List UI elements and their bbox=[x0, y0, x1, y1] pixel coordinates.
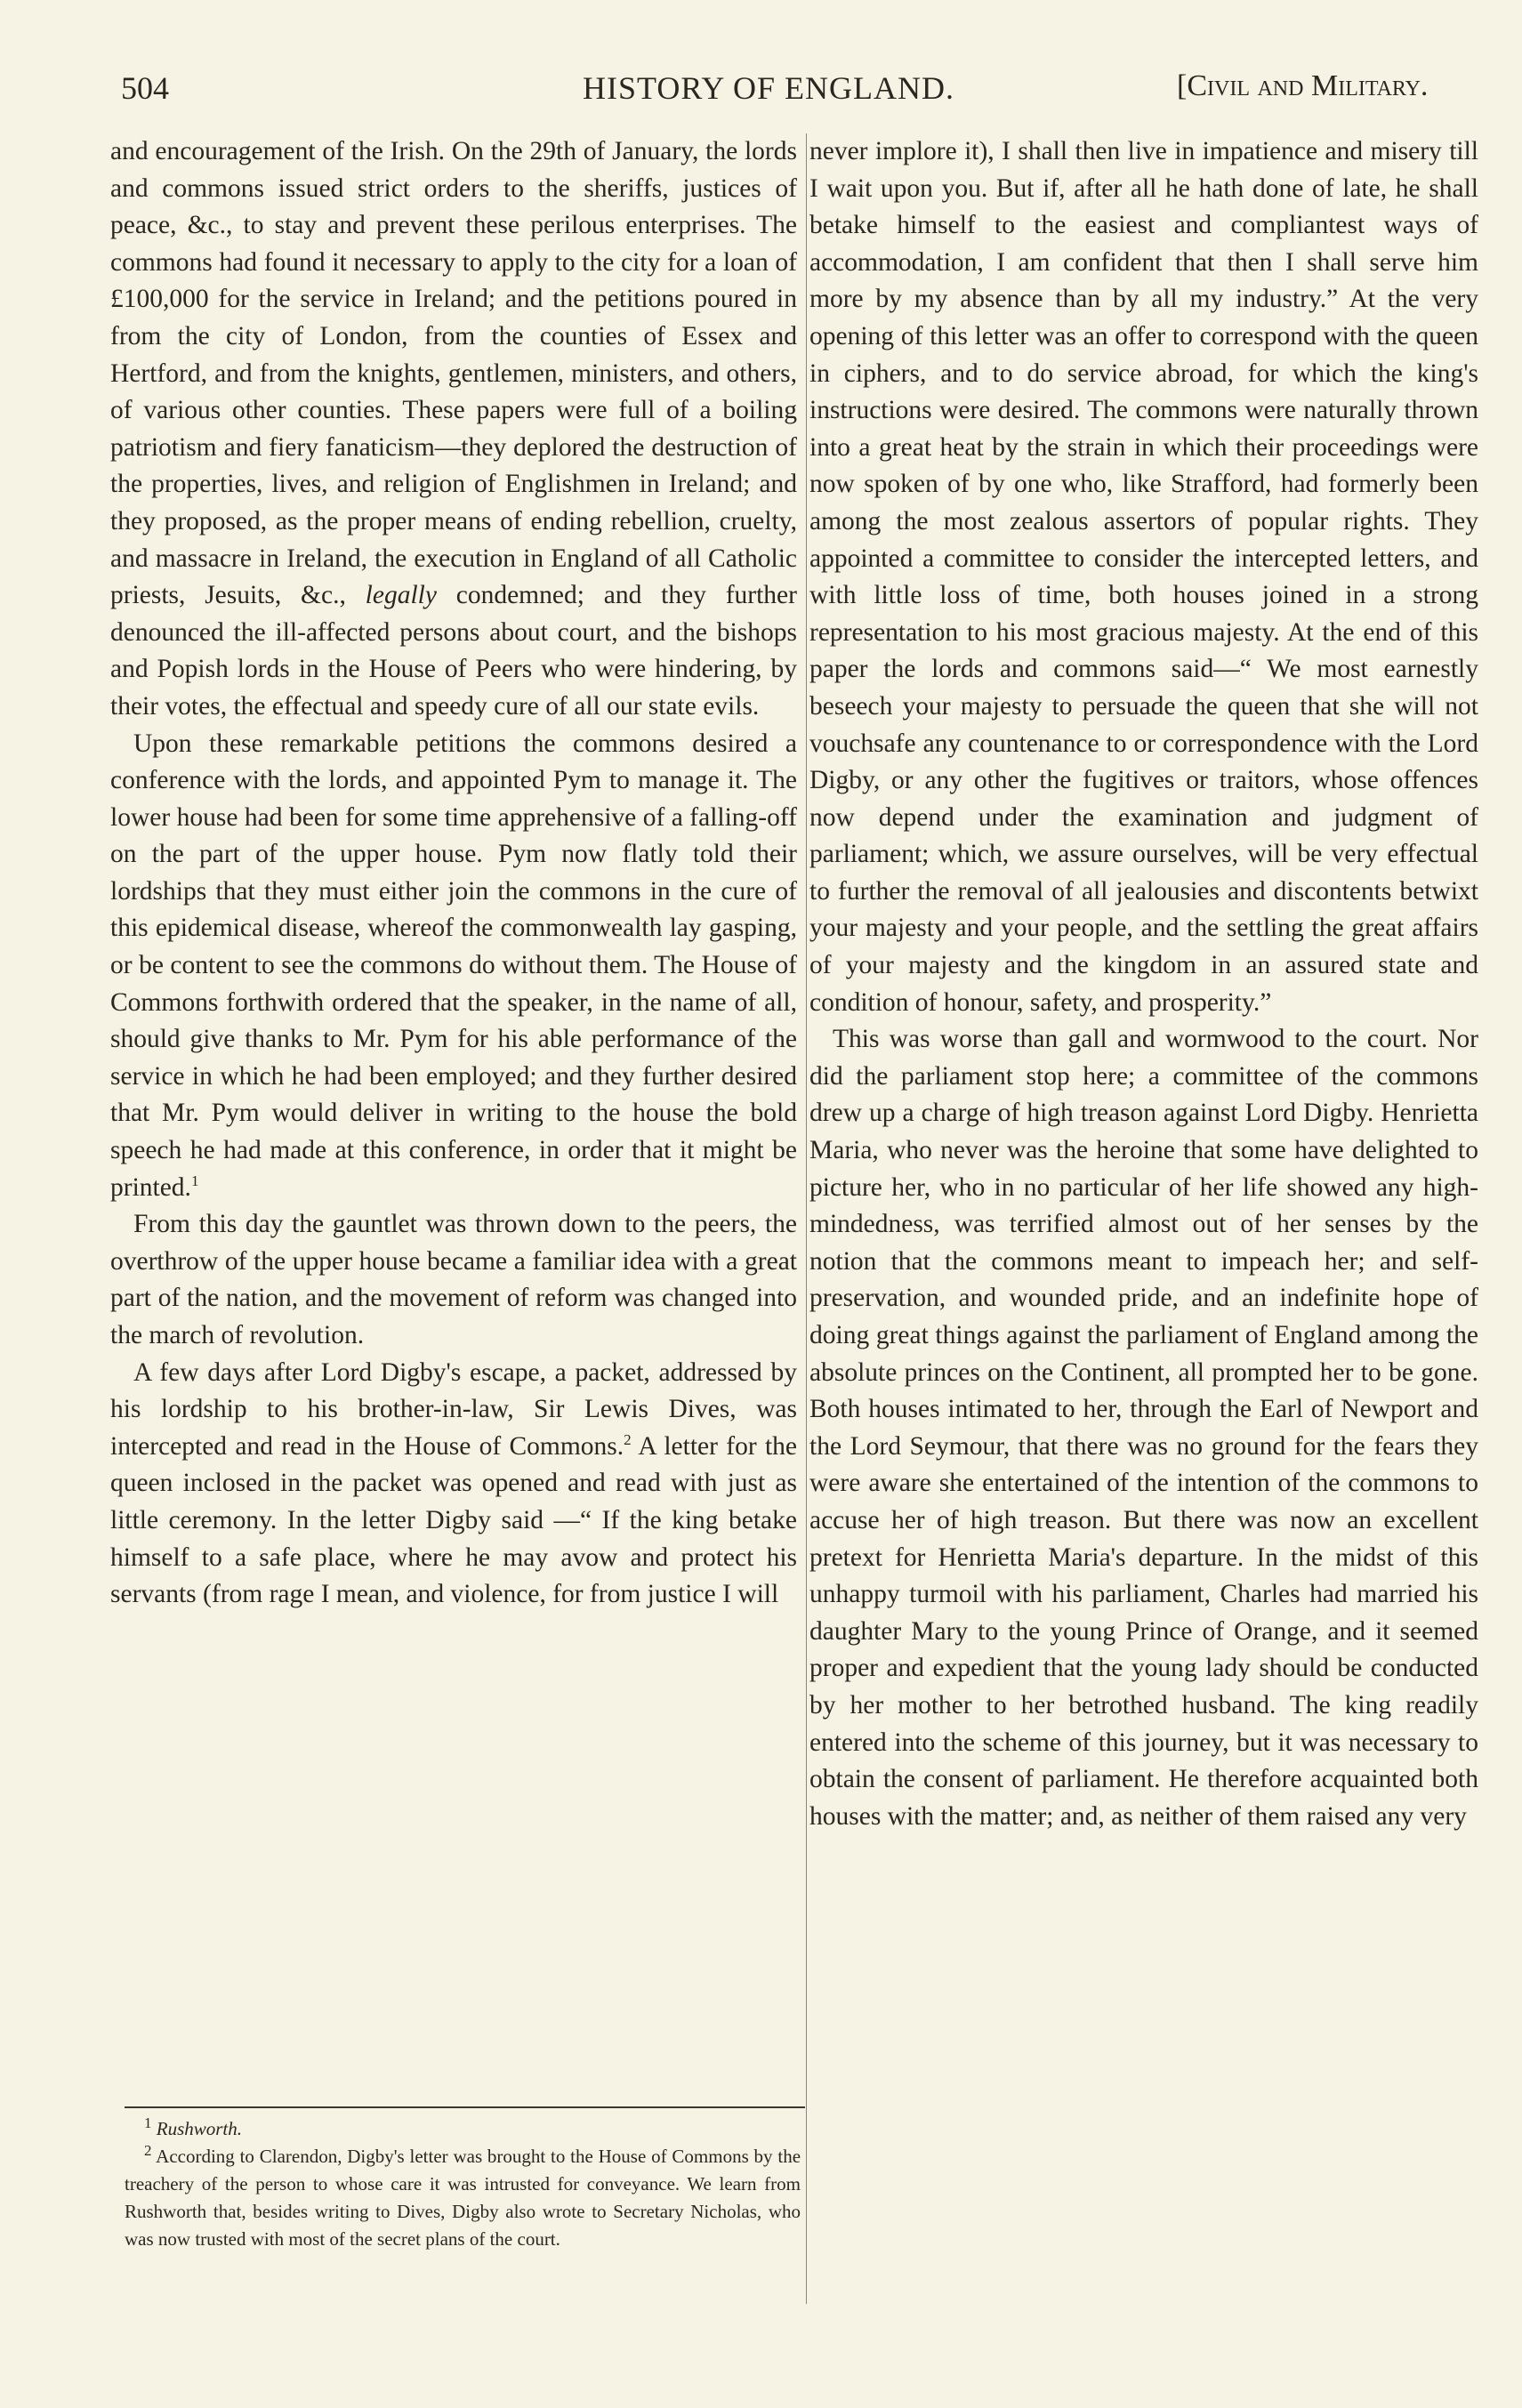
footnote-ref[interactable]: 1 bbox=[190, 1172, 199, 1189]
paragraph: never implore it), I shall then live in impatience and misery till I wait upon you. But if, after all he hath done of late, he shall betake himself to the easiest and compliantest ways of accommodation, I am confident that then I shall serve him more by my absence than by all my industry.” At the very opening of this letter was an offer to correspond with the queen in ciphers, and to do service abroad, for which the king's instructions were desired. The commons were naturally thrown into a great heat by the strain in which their proceedings were now spoken of by one who, like Strafford, had formerly been among the most zealous assertors of popular rights. They appointed a committee to consider the intercepted letters, and with little loss of time, both houses joined in a strong representation to his most gracious majesty. At the end of this paper the lords and commons said—“ We most earnestly beseech your majesty to persuade the queen that she will not vouchsafe any countenance to or correspondence with the Lord Digby, or any other the fugitives or traitors, whose offences now depend under the examination and judgment of parliament; which, we assure ourselves, will be very effectual to further the removal of all jealousies and discontents betwixt your majesty and your people, and the settling the great affairs of your majesty and the kingdom in an assured state and condition of honour, safety, and prosperity.” bbox=[809, 137, 1478, 1017]
paragraph bbox=[110, 726, 797, 1207]
text: A few days after Lord Digby's escape, a packet, addressed by his lordship to his brother-in-law, Sir Lewis Dives, was intercepted and read in the House of Commons. bbox=[110, 1357, 797, 1461]
text: condemned; and they further denounced the ill-affected persons about court, and the bishops and Popish lords in the House of Peers who were hindering, by their votes, the effectual and speedy cure of all our state evils. bbox=[110, 581, 797, 721]
left-column bbox=[110, 133, 797, 1614]
paragraph bbox=[110, 133, 797, 726]
italic-text: legally bbox=[365, 581, 437, 610]
text: and encouragement of the Irish. On the 29th of January, the lords and commons issued strict orders to the sheriffs, justices of peace, &c., to stay and prevent these perilous enterprises. The commons had found it necessary to apply to the city for a loan of £100,000 for the service in Ireland; and the petitions poured in from the city of London, from the counties of Essex and Hertford, and from the knights, gentlemen, ministers, and others, of various other counties. These papers were full of a boiling patriotism and fiery fanaticism—they deplored the destruction of the properties, lives, and religion of Englishmen in Ireland; and they proposed, as the proper means of ending rebellion, cruelty, and massacre in Ireland, the execution in England of all Catholic priests, Jesuits, &c., bbox=[110, 137, 797, 610]
running-title: HISTORY OF ENGLAND. bbox=[583, 70, 955, 106]
paragraph: This was worse than gall and wormwood to the court. Nor did the parliament stop here; a committee of the commons drew up a charge of high treason against Lord Digby. Henrietta Maria, who never was the heroine that some have delighted to picture her, who in no particular of her life showed any high-mindedness, was terrified almost out of her senses by the notion that the commons meant to impeach her; and self-preservation, and wounded pride, and an indefinite hope of doing great things against the parliament of England among the absolute princes on the Continent, all prompted her to be gone. Both houses intimated to her, through the Earl of Newport and the Lord Seymour, that there was no ground for the fears they were aware she entertained of the intention of the commons to accuse her of high treason. But there was now an excellent pretext for Henrietta Maria's departure. In the midst of this unhappy turmoil with his parliament, Charles had married his daughter Mary to the young Prince of Orange, and it seemed proper and expedient that the young lady should be conducted by her mother to her betrothed husband. The king readily entered into the scheme of this journey, but it was necessary to obtain the consent of parliament. He therefore acquainted both houses with the matter; and, as neither of them raised any very bbox=[809, 1025, 1478, 1831]
footnote-mark: 1 bbox=[144, 2114, 152, 2131]
text: Upon these remarkable petitions the commons desired a conference with the lords, and appointed Pym to manage it. The lower house had been for some time apprehensive of a falling-off on the part of the upper house. Pym now flatly told their lordships that they must either join the commons in the cure of this epidemical disease, whereof the commonwealth lay gasping, or be content to see the commons do without them. The House of Commons forthwith ordered that the speaker, in the name of all, should give thanks to Mr. Pym for his able performance of the service in which he had been employed; and they further desired that Mr. Pym would deliver in writing to the house the bold speech he had made at this conference, in order that it might be printed. bbox=[110, 729, 797, 1202]
footnote bbox=[125, 2115, 801, 2143]
section-title: [Civil and Military. bbox=[1177, 69, 1429, 102]
text: A letter for the queen inclosed in the packet was opened and read with just as little ceremony. In the letter Digby said —“ If the king betake himself to a safe place, where he may avow and protect his servants (from rage I mean, and violence, for from justice I will bbox=[110, 1431, 797, 1609]
right-column bbox=[809, 133, 1478, 1835]
page-number: 504 bbox=[121, 70, 169, 106]
footnote bbox=[125, 2143, 801, 2253]
footnote-text: According to Clarendon, Digby's letter was brought to the House of Commons by the treachery of the person to whose care it was intrusted for conveyance. We learn from Rushworth that, besides writing to Dives, Digby also wrote to Secretary Nicholas, who was now trusted with most of the secret plans of the court. bbox=[125, 2146, 801, 2250]
footnote-mark: 2 bbox=[144, 2142, 152, 2159]
footnote-ref[interactable]: 2 bbox=[624, 1430, 632, 1448]
footnote-text: Rushworth. bbox=[156, 2118, 243, 2139]
footnotes bbox=[125, 2115, 801, 2253]
column-divider bbox=[806, 133, 807, 2304]
paragraph: From this day the gauntlet was thrown down to the peers, the overthrow of the upper house became a familiar idea with a great part of the nation, and the movement of reform was changed into the march of revolution. bbox=[110, 1210, 797, 1349]
running-header bbox=[114, 60, 1484, 114]
footnote-rule bbox=[125, 2106, 805, 2108]
paragraph bbox=[110, 1355, 797, 1614]
